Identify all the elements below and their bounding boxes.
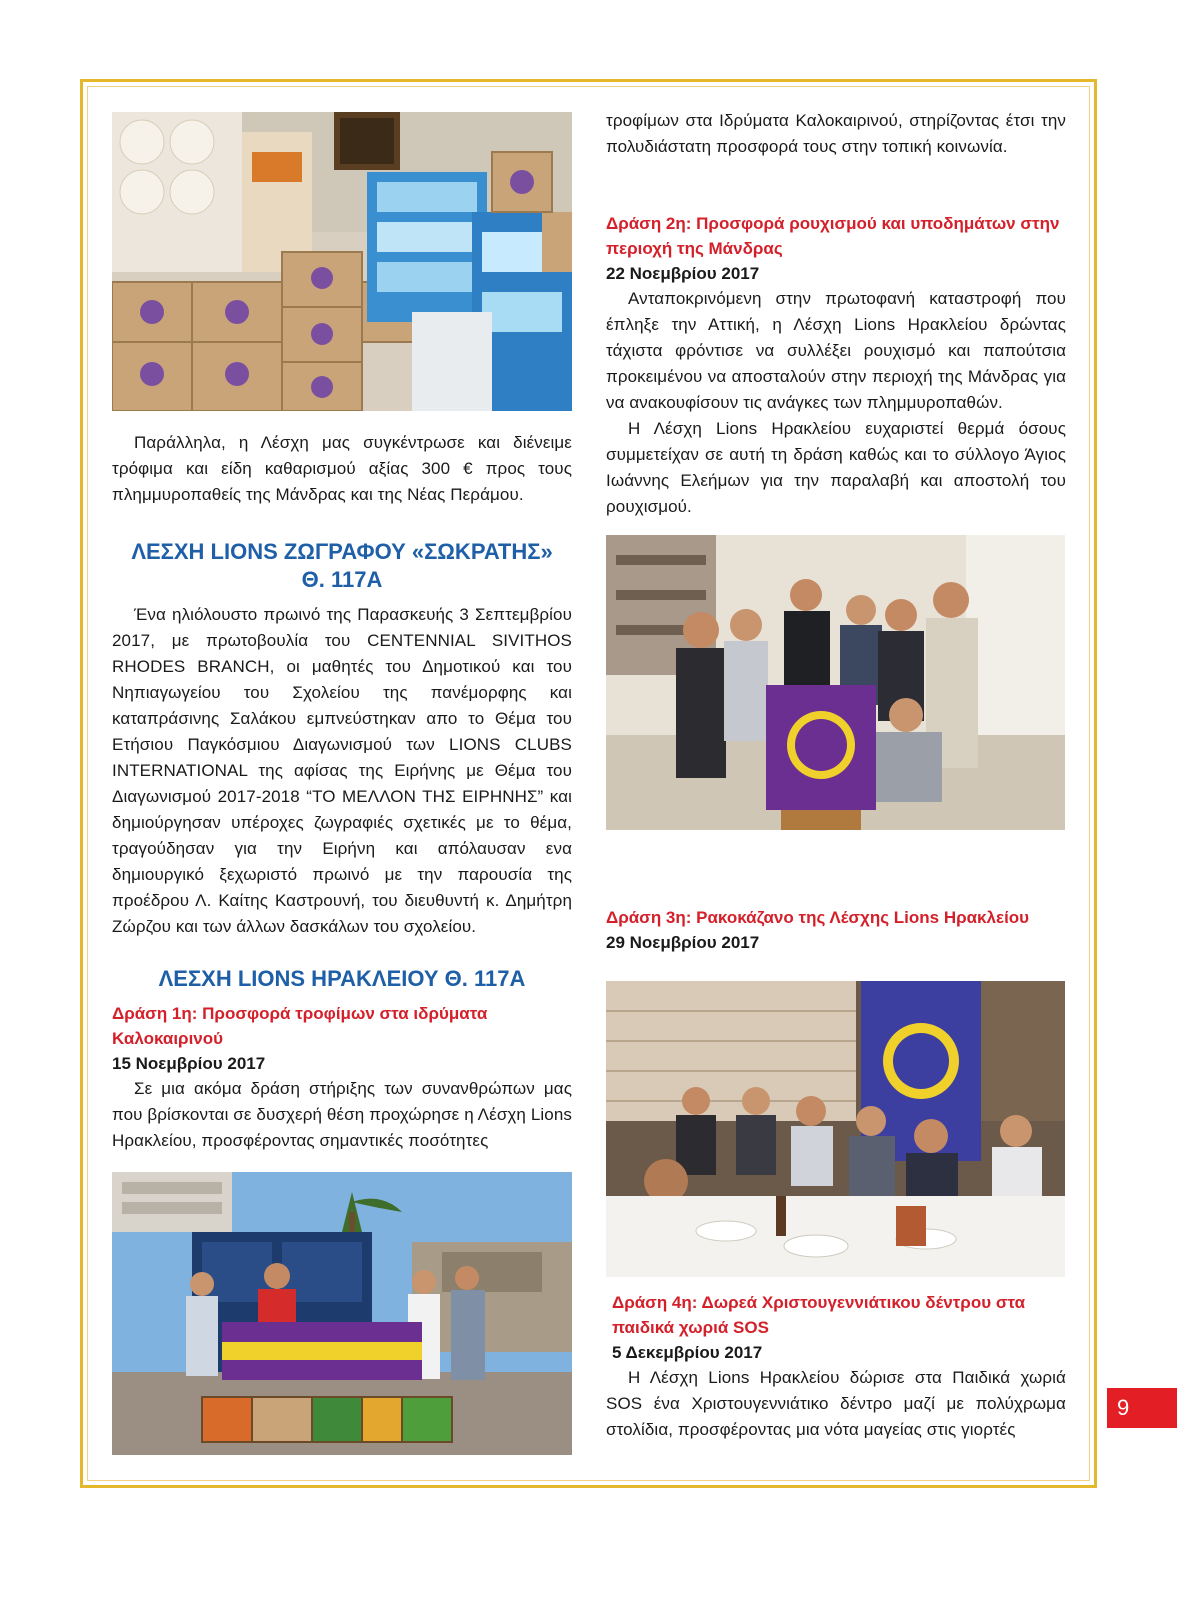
club-zografou-title — [112, 538, 572, 594]
page-number: 9 — [1107, 1388, 1177, 1428]
action4-title: Δράση 4η: Δωρεά Χριστουγεννιάτικου δέντρου στα παιδικά χωριά SOS — [612, 1293, 1026, 1337]
action3-title: Δράση 3η: Ρακοκάζανο της Λέσχης Lions Ηρακλείου — [606, 908, 1030, 927]
action2-paragraph2: Η Λέσχη Lions Ηρακλείου ευχαριστεί θερμά όσους συμμετείχαν σε αυτή τη δράση καθώς και το σύλλογο Άγιος Ιωάννης Ελεήμων για την παραλαβή και αποστολή του ρουχισμού. — [606, 419, 1066, 516]
action3-date: 29 Νοεμβρίου 2017 — [606, 933, 760, 952]
club-heraklion-title: ΛΕΣΧΗ LIONS ΗΡΑΚΛΕΙΟΥ Θ. 117Α — [158, 966, 526, 991]
intro-paragraph: Παράλληλα, η Λέσχη μας συγκέντρωσε και διένειμε τρόφιμα και είδη καθαρισμού αξίας 300 € προς τους πλημμυροπαθείς της Μάνδρας και της Νέας Περάμου. — [112, 433, 572, 504]
van-group-photo — [112, 1172, 572, 1455]
action1-title: Δράση 1η: Προσφορά τροφίμων στα ιδρύματα Καλοκαιρινού — [112, 1004, 488, 1048]
action2-paragraph1: Ανταποκρινόμενη στην πρωτοφανή καταστροφή που έπληξε την Αττική, η Λέσχη Lions Ηρακλείου δρώντας τάχιστα φρόντισε να συλλέξει ρουχισμό και παπούτσια προκειμένου να αποσταλούν στην περιοχή της Μάνδρας για να ανακουφίσουν τις ανάγκες των πλημμυροπαθών. — [606, 289, 1066, 412]
action4-date: 5 Δεκεμβρίου 2017 — [612, 1343, 763, 1362]
action2-title: Δράση 2η: Προσφορά ρουχισμού και υποδημάτων στην περιοχή της Μάνδρας — [606, 214, 1060, 258]
food-boxes-photo — [112, 112, 572, 411]
group-banner-photo — [606, 535, 1065, 830]
club-zografou-title-line2: Θ. 117Α — [301, 567, 383, 592]
action1-date: 15 Νοεμβρίου 2017 — [112, 1054, 266, 1073]
dinner-table-photo — [606, 981, 1065, 1277]
club-zografou-paragraph: Ένα ηλιόλουστο πρωινό της Παρασκευής 3 Σεπτεμβρίου 2017, με πρωτοβουλία του CENTENNIAL SIVITHOS RHODES BRANCH, οι μαθητές του Δημοτικού και του Νηπιαγωγείου του Σχολείου της πανέμορφης και καταπράσινης Σαλάκου εμπνεύστηκαν απο το Θέμα του Ετήσιου Παγκόσμιου Διαγωνισμού των LIONS CLUBS INTERNATIONAL της αφίσας της Ειρήνης με Θέμα του Διαγωνισμού 2017-2018 “ΤΟ ΜΕΛΛΟΝ ΤΗΣ ΕΙΡΗΝΗΣ” και δημιούργησαν υπέροχες ζωγραφιές σχετικές με το θέμα, τραγούδησαν για την Ειρήνη και απόλαυσαν ενα δημιουργικό ξεχωριστό πρωινό με την παρουσία της προέδρου Λ. Καίτης Καστρουνή, του διευθυντή κ. Δημήτρη Ζώρζου και των άλλων δασκάλων του σχολείου. — [112, 605, 572, 936]
continuation-paragraph: τροφίμων στα Ιδρύματα Καλοκαιρινού, στηρίζοντας έτσι την πολυδιάστατη προσφορά τους στην τοπική κοινωνία. — [606, 111, 1066, 156]
action4-paragraph: Η Λέσχη Lions Ηρακλείου δώρισε στα Παιδικά χωριά SOS ένα Χριστουγεννιάτικο δέντρο μαζί με πολύχρωμα στολίδια, προσφέροντας μια νότα μαγείας στις γιορτές — [606, 1368, 1066, 1439]
action2-date: 22 Νοεμβρίου 2017 — [606, 264, 760, 283]
club-zografou-title-line1: ΛΕΣΧΗ LIONS ΖΩΓΡΑΦΟΥ «ΣΩΚΡΑΤΗΣ» — [131, 539, 553, 564]
action1-paragraph: Σε μια ακόμα δράση στήριξης των συνανθρώπων μας που βρίσκονται σε δυσχερή θέση προχώρησε η Λέσχη Lions Ηρακλείου, προσφέροντας σημαντικές ποσότητες — [112, 1079, 572, 1150]
